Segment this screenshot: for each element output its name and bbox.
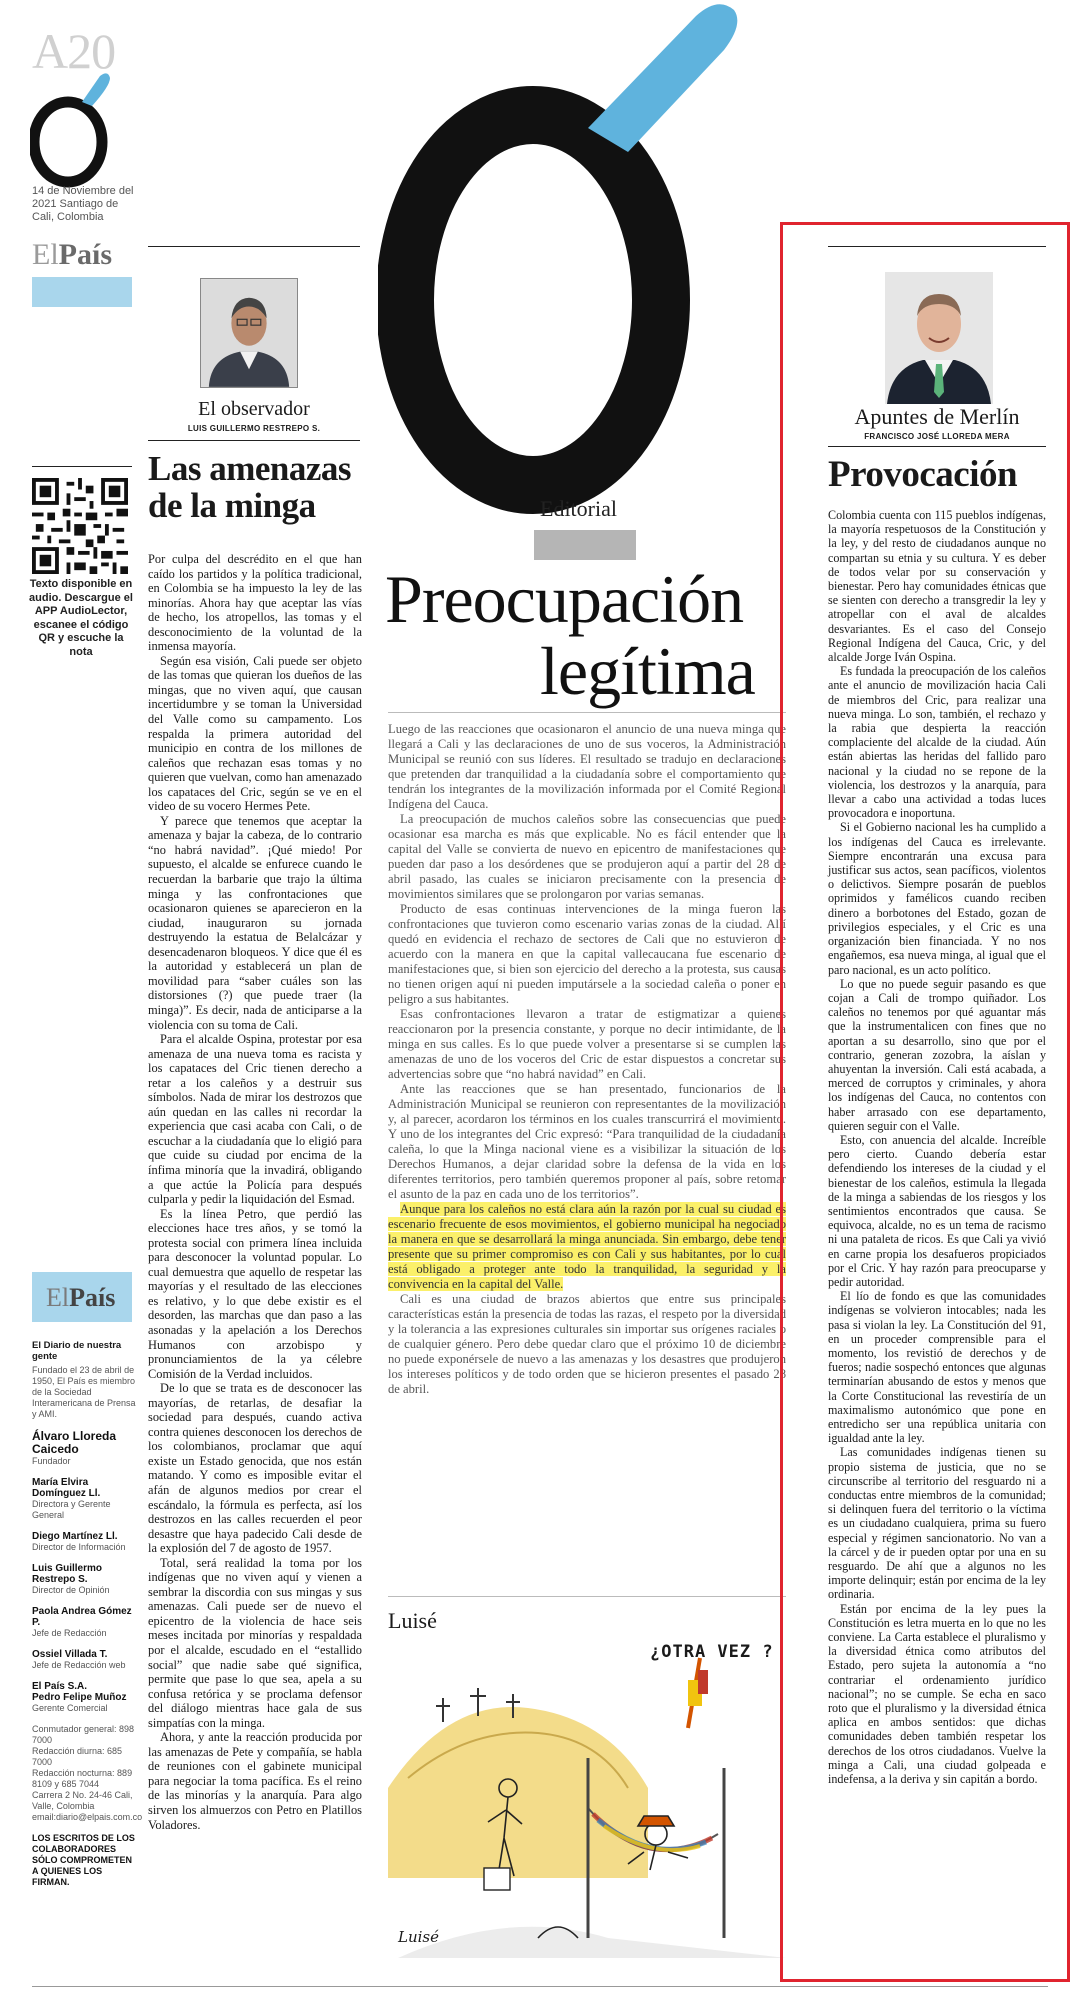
staff-member: Paola Andrea Gómez P. Jefe de Redacción <box>32 1606 132 1638</box>
right-author-byline: FRANCISCO JOSÉ LLOREDA MERA <box>864 432 1010 441</box>
article-paragraph: Esto, con anuencia del alcalde. Increíble pero cierto. Cuando debería estar defendiendo los intereses de la ciudad y el bienestar de los caleños, estimula la llegada de la minga a sabiendas de los riesgos y los sentimientos encontrados que causa. Se equivoca, alcalde, no es un tema de racismo ni una pataleta de ricos. Es que Cali ya vivió en carne propia los desafueros propiciados por el Cric. Y hay razón para preocuparse y pedir autoridad. <box>828 1132 1046 1289</box>
cartoon-drawing <box>388 1638 786 1958</box>
article-paragraph: Y parece que tenemos que aceptar la amenaza y bajar la cabeza, de lo contrario “no habrá navidad”. ¡Qué miedo! Por supuesto, el alcalde se enfurece cuando le recuerdan la barbarie que trajo la última minga y las confrontaciones que ocasionaron quienes se aparecieron en la ciudad, inauguraron su jornada destruyendo la estatua de Belalcázar y desencadenaron bloqueos. Y dice que él es la autoridad y establecerá un plan de movilidad para “saber cuáles son las distorsiones (?) que puede traer (la minga)”. Es decir, nada de anticiparse a la violencia con su toma de Cali. <box>148 813 362 1032</box>
article-headline: Las amenazas de la minga <box>148 449 352 525</box>
columnist-photo <box>200 278 298 388</box>
article-paragraph: Para el alcalde Ospina, protestar por esa amenaza de una nueva toma es racista y los capataces del Cric tienen derecho a retar a los caleños y a destruir sus símbolos. Nada de mirar los destrozos que aún quedan en las calles ni recordar la experiencia que casi acaba con Cali, o de escuchar a la ciudadanía que lo eligió para que cuide su ciudad por encima de la ínfima minoría que la invadirá, obligando a que actúe la Policía para después culparla y pedir la liquidación del Esmad. <box>148 1032 362 1207</box>
cartoon-rule <box>388 1596 786 1597</box>
staff-member: Diego Martínez Ll. Director de Información <box>32 1531 126 1552</box>
editorial-paragraph: Esas confrontaciones llevaron a tratar de estigmatizar a quienes reaccionaron por la presencia constante, y porque no decir intimidante, de la minga en sus calles. Es lo que puede volver a presentarse si se cumplen las amenazas de uno de los voceros del Cric de estar dispuestos a concretar sus advertencias sobre que “no habrá navidad” en Cali. <box>388 1007 786 1081</box>
article-paragraph: Si el Gobierno nacional les ha cumplido a los indígenas del Cauca es irrelevante. Siempre encontrarán una excusa para justificar sus actos, sean pacíficos, violentos o delictivos. Siempre posarán de pueblos oprimidos y famélicos cuando reciben dinero a borbotones del Estado, gozan de privilegios especiales, y el Cric es una organización bien financiada. Y no nos engañemos, esa nueva minga, al igual que el paro nacional, es un acto político. <box>828 820 1046 977</box>
founder: Álvaro Lloreda Caicedo Fundador <box>32 1429 117 1466</box>
page-bottom-rule <box>32 1986 1048 1987</box>
article-paragraph: De lo que se trata es de desconocer las mayorías, de retarlas, de desafiar la sociedad para después, cuando activa contra quienes desconocen los derechos de los colombianos, proclamar que aquí existe un Estado genocida, que nos están matando. Y como es imposible evitar el afán de algunos medios por crear el escándalo, la fórmula es perfecta, así los destrozos en las calles recuerden el peor desastre que haya padecido Cali desde de la explosión del 7 de agosto de 1957. <box>148 1381 362 1556</box>
right-section-title: Apuntes de Merlín <box>854 404 1020 429</box>
article-paragraph: Es la línea Petro, que perdió las elecciones hace tres años, y se tomó la protesta social con primera línea incluida para desconocer la voluntad popular. Lo cual demuestra que aquello de respetar las mayorías y el resultado de las elecciones es relativo, y lo que debe existir es el desorden, las marchas que dan paso a las asonadas y la apelación a los Derechos Humanos con arzobispo y pronunciamientos de la ya célebre Comisión de la Verdad incluidos. <box>148 1206 362 1381</box>
article-paragraph: Lo que no puede seguir pasando es que cojan a Cali de trompo quiñador. Los caleños no tenemos por qué aguantar más que la instrumentalicen con fines que no aportan a su desarrollo, sino que por el contrario, generan zozobra, la aíslan y ahuyentan la inversión. Cali está acabada, a merced de corruptos y criminales, y ahora los indígenas del Cauca, no contentos con haber arrasado con ese departamento, quieren seguir con el Valle. <box>828 976 1046 1133</box>
staff-member: Ossiel Villada T. Jefe de Redacción web <box>32 1649 126 1670</box>
el-pais-logo: ElPaís <box>32 238 113 271</box>
author-byline: LUIS GUILLERMO RESTREPO S. <box>187 424 321 433</box>
qr-code-icon[interactable] <box>32 478 128 574</box>
article-body <box>148 552 362 1832</box>
cartoon-label: Luisé <box>388 1608 437 1633</box>
column-rule <box>148 440 360 441</box>
editorial-rule <box>388 712 786 713</box>
contact-info: Conmutador general: 898 7000 Redacción diurna: 685 7000 Redacción nocturna: 889 8109 y 685 7044 Carrera 2 No. 24-46 Cali, Valle, Colombia email:diario@elpais.com.co <box>32 1724 143 1822</box>
columnist-photo-right <box>885 272 993 404</box>
right-column-rule <box>828 446 1046 447</box>
right-article-body <box>828 508 1046 1786</box>
staff-box <box>32 1365 143 1898</box>
staff-member: María Elvira Domínguez Ll. Directora y Gerente General <box>32 1477 111 1520</box>
section-title: El observador <box>198 398 310 420</box>
disclaimer: LOS ESCRITOS DE LOS COLABORADORES SÓLO COMPROMETEN A QUIENES LOS FIRMAN. <box>32 1833 135 1887</box>
editorial-highlighted-paragraph <box>388 1202 786 1292</box>
highlighted-text: Aunque para los caleños no está clara aún la razón por la cual su ciudad es escenario frecuente de esos movimientos, el gobierno municipal ha negociado la manera en que se desarrollará la minga anunciada. Sin embargo, debe tener presente que su primer compromiso es con Cali y sus habitantes, por lo cual está obligado a proteger ante todo la tranquilidad, la seguridad y la convivencia en la capital del Valle. <box>388 1202 786 1291</box>
editorial-label: Editorial <box>540 496 617 521</box>
editorial-paragraph: La preocupación de muchos caleños sobre las consecuencias que puede ocasionar esa marcha es más que explicable. No es fácil entender que la capital del Valle se convierta de nuevo en epicentro de manifestaciones que pueden dar paso a los desórdenes que se produjeron aquí a partir del 28 de abril pasado, las cuales se iniciaron precisamente con la presencia de movimientos similares que se prolongaron por varias semanas. <box>388 812 786 901</box>
logo-color-bar <box>32 277 132 307</box>
article-paragraph: Las comunidades indígenas tienen su propio sistema de justicia, que no se circunscribe al territorio del resguardo ni a conductas entre miembros de la comunidad; si delinquen fuera del territorio o la víctima es un ciudadano cualquiera, prima su fuero especial y régimen sancionatorio. No van a la cárcel y de ir pueden optar por una en su resguardo. De ahí que a algunos no les importe delinquir; están por encima de la ley ordinaria. <box>828 1445 1046 1602</box>
editorial-cartoon <box>388 1638 786 1958</box>
editorial-paragraph: Cali es una ciudad de brazos abiertos que entre sus principales características están la presencia de todas las razas, el respeto por la diversidad y la tolerancia a las expresiones culturales sin importar sus orígenes raciales o de cualquier género. Pero debe quedar claro que el próximo 10 de diciembre no puede exponérsele de nuevo a las amenazas y los desastres que produjeron los intereses políticos y de todo orden que se hicieron presentes el pasado 28 de abril. <box>388 1292 786 1396</box>
editorial-paragraph: Luego de las reacciones que ocasionaron el anuncio de una nueva minga que llegará a Cali y las declaraciones de uno de sus voceros, la Administración Municipal se reunió con sus líderes. El resultado se tradujo en declaraciones que pretenden dar tranquilidad a la ciudadanía sobre el comportamiento que tendrán los integrantes de la movilización informada por el Comité Regional Indígena del Cauca. <box>388 722 786 811</box>
editorial-paragraph: Ante las reacciones que se han presentado, funcionarios de la Administración Municipal se reunieron con representantes de la movilización y, al parecer, acordaron los términos en los cuales transcurrirá el movimiento. Y uno de los integrantes del Cric expresó: “Para tranquilidad de la ciudadanía caleña, lo que la Minga nacional viene es a visibilizar la situación de los Derechos Humanos, a dejar claridad sobre la defensa de la vida en los diferentes territorios, pero también queremos proponer al país, sobre retomar el asunto de la paz en cada uno de los territorios”. <box>388 1082 786 1201</box>
staff-member: Luis Guillermo Restrepo S. Director de Opinión <box>32 1563 110 1595</box>
editorial-headline-line2: legítima <box>540 633 755 709</box>
founding-note: Fundado el 23 de abril de 1950, El País es miembro de la Sociedad Interamericana de Prensa y AMI. <box>32 1365 136 1419</box>
page-number: A20 <box>32 23 116 79</box>
company-info: El País S.A. Pedro Felipe Muñoz Gerente Comercial <box>32 1681 127 1713</box>
article-paragraph: Es fundada la preocupación de los caleños ante el anuncio de movilización hacia Cali de miembros del Cric, para realizar una nueva minga. Lo son, también, el rechazo y la rabia que despierta la reacción complaciente del alcalde de la ciudad. Aún están abiertas las heridas del fallido paro nacional y la ciudad no se repone de la violencia, los destrozos y la anarquía, para llevar a cabo una actividad a todas luces provocadora e inoportuna. <box>828 664 1046 821</box>
article-paragraph: Por culpa del descrédito en el que han caído los partidos y la política tradicional, en Colombia se ha impuesto la ley de las minorías. Ahora hay que aceptar las vías de hecho, los atropellos, las tomas y el desconocimiento de la voluntad de la inmensa mayoría. <box>148 552 362 654</box>
column-top-rule <box>148 246 360 247</box>
right-article-headline: Provocación <box>828 454 1018 495</box>
right-column-top-rule <box>828 246 1046 247</box>
masthead-logo: ElPaís <box>46 1283 116 1312</box>
article-paragraph: Total, será realidad la toma por los indígenas que no viven aquí y vienen a sembrar la discordia con sus mingas y sus amenazas. Cali puede ser de nuevo el epicentro de la violencia de hace seis meses incitada por minorías y respaldada por el alcalde, escudado en el “estallido social” que nadie sabe qué significa, permite que pase lo que sea, apela a su confusa retórica y se proclama defensor del diálogo mientras hace gala de sus simpatías con la minga. <box>148 1555 362 1730</box>
o-accent-logo-large <box>378 0 758 520</box>
editorial-color-bar <box>534 530 636 560</box>
article-paragraph: Ahora, y ante la reacción producida por las amenazas de Pete y compañía, se habla de reuniones con el gabinete municipal para negociar la toma pacífica. Es el reino de las minorías y la anarquía. Para algo sirven los almuerzos con Petro en Platillos Voladores. <box>148 1730 362 1832</box>
article-paragraph: El lío de fondo es que las comunidades indígenas se volvieron intocables; nada les pasa si violan la ley. La Constitución del 91, en un proceder comprensible para el momento, los revistió de derechos y de fueros; nadie sospechó entonces que algunas terminarían abusando de estos y menos que la Corte Constitucional las revestiría de un maximalismo autonómico que pone en entredicho ser una república unitaria con igualdad ante la ley. <box>828 1289 1046 1446</box>
article-paragraph: Están por encima de la ley pues la Constitución es letra muerta en lo que no les conviene. La Carta establece el pluralismo y la diversidad étnica como atributos del Estado, pero sujeta la autonomía a “no contrariar el ordenamiento jurídico nacional”; no se cumple. Se echa en saco roto que el pluralismo y la diversidad étnica aplica en ambos sentidos: que dichas comunidades deben también respetar los derechos de los otros ciudadanos. Vuelve la minga a Cali, una ciudad golpeada e indefensa, a la deriva y sin capitán a bordo. <box>828 1601 1046 1787</box>
o-accent-logo-small <box>30 70 140 190</box>
publication-date: 14 de Noviembre del 2021 Santiago de Cali, Colombia <box>32 185 134 223</box>
masthead-tagline: El Diario de nuestra gente <box>32 1340 122 1362</box>
article-paragraph: Colombia cuenta con 115 pueblos indígenas, la mayoría respetuosos de la Constitución y la ley, y del resto de ciudadanos aunque no compartan su etnia y su cultura. Y es deber de todos velar por su conservación y bienestar. Pero hay comunidades étnicas que se sienten con derecho a transgredir la ley y atropellar con el aval de alcaldes desvariantes. Es el caso del Consejo Regional Indígena del Cauca, Cric, y del alcalde Jorge Iván Ospina. <box>828 508 1046 665</box>
sidebar-rule <box>32 466 132 467</box>
editorial-body <box>388 722 786 1397</box>
audio-caption: Texto disponible en audio. Descargue el APP AudioLector, escanee el código QR y escuche la nota <box>29 578 133 658</box>
cartoon-signature: Luisé <box>398 1928 439 1946</box>
editorial-headline-line1: Preocupación <box>385 561 744 637</box>
editorial-paragraph: Producto de esas continuas intervenciones de la minga fueron las confrontaciones que tuvieron como escenario varias zonas de la ciudad. Allí quedó en evidencia el rechazo de sectores de Cali que no estuvieron de acuerdo con la manera en que la capital vallecaucana fue escenario de manifestaciones que, si bien son ejercicio del derecho a la protesta, sus causas no tienen origen aquí ni pueden imputársele a la sociedad caleña o poner en peligro a sus habitantes. <box>388 902 786 1006</box>
cartoon-caption: ¿OTRA VEZ ? <box>650 1642 774 1662</box>
article-paragraph: Según esa visión, Cali puede ser objeto de las tomas que quieran los dueños de las mingas, que no viven aquí, que causan incertidumbre y se toman la Universidad del Valle como su campamento. Los respalda la primera autoridad del municipio en contra de los millones de caleños que rechazan esas tomas y no quieren que vuelvan, como han amenazado los capataces del Cric, según se ve en el video de su vocero Hermes Pete. <box>148 653 362 814</box>
